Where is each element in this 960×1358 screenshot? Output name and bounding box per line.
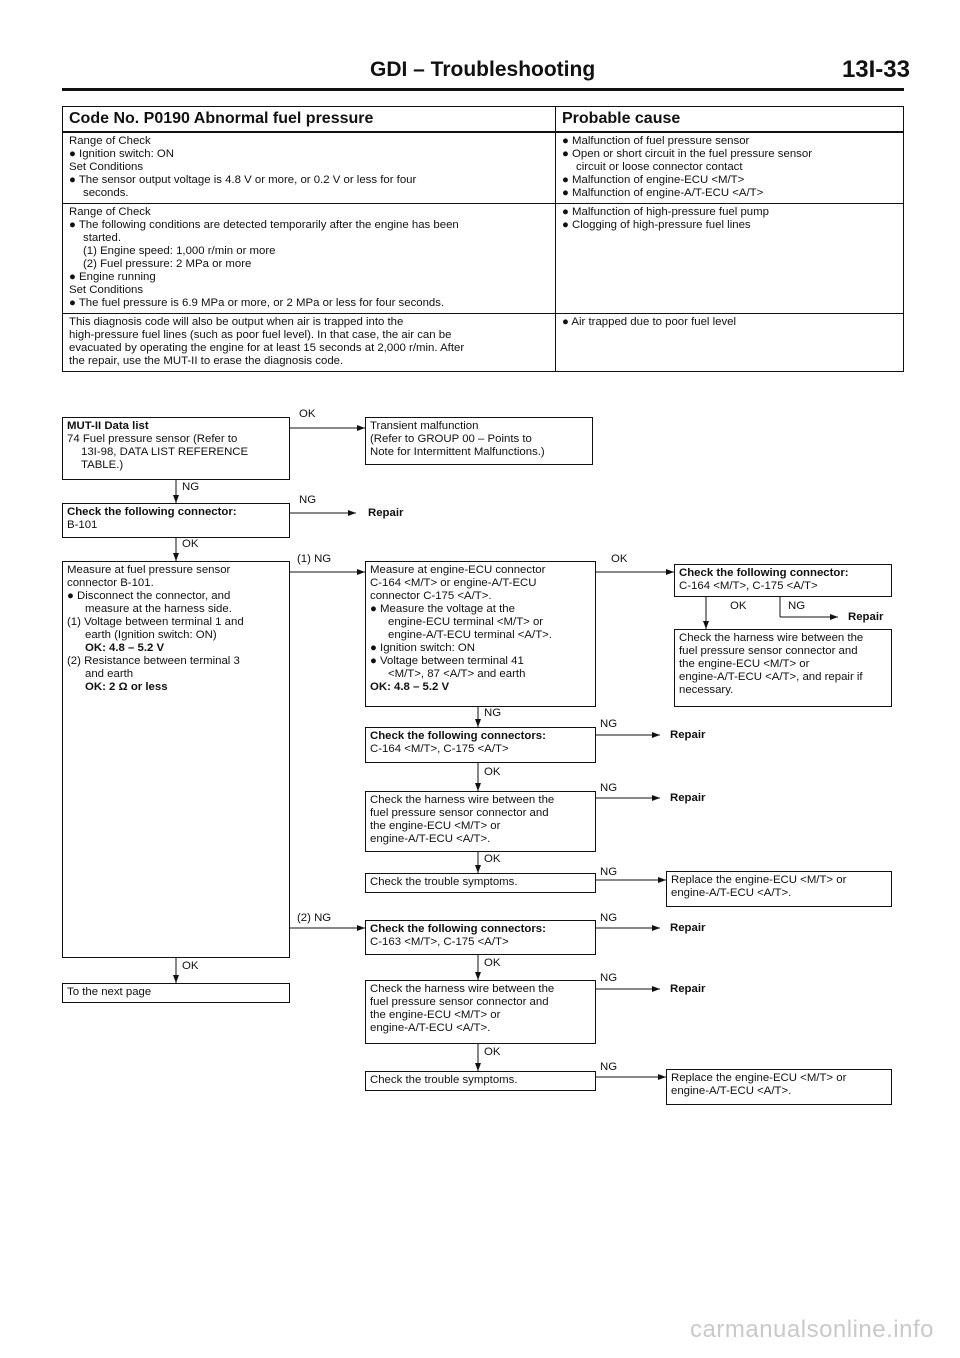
text-line: engine-A/T-ECU <A/T>. [671,887,792,899]
text-line: started. [83,232,121,244]
text-line: C-163 <M/T>, C-175 <A/T> [370,936,509,948]
check-symptoms-box [365,1071,596,1091]
text-line: ● Malfunction of fuel pressure sensor [562,135,750,147]
text-line: OK: 2 Ω or less [85,681,168,693]
text-line: ● The fuel pressure is 6.9 MPa or more, or 2 MPa or less for four seconds. [69,297,445,309]
text-line: 74 Fuel pressure sensor (Refer to [67,433,238,445]
check-connector-c164-box [674,564,892,597]
text-line: engine-A/T-ECU <A/T>. [370,1022,491,1034]
text-line: fuel pressure sensor connector and [370,996,549,1008]
ok-label: OK [730,600,747,612]
ng-label: NG [600,782,618,794]
check-symptoms-box [365,873,596,893]
watermark: carmanualsonline.info [690,1316,934,1343]
text-line: OK: 4.8 – 5.2 V [85,642,165,654]
ok-label: OK [299,408,316,420]
text-line: MUT-II Data list [67,420,149,432]
text-line: Set Conditions [69,284,144,296]
text-line: fuel pressure sensor connector and [370,807,549,819]
text-line: Range of Check [69,206,151,218]
text-line: ● Malfunction of high-pressure fuel pump [562,206,769,218]
text-line: Check the following connector: [679,567,849,579]
ng-label: NG [600,912,618,924]
ng-label: NG [299,494,317,506]
text-line: B-101 [67,519,98,531]
ng-label: NG [600,866,618,878]
text-line: ● Ignition switch: ON [69,148,175,160]
text-line: engine-A/T-ECU <A/T>, and repair if [679,671,863,683]
repair-label: Repair [670,922,706,934]
ok-label: OK [484,766,501,778]
text-line: C-164 <M/T>, C-175 <A/T> [370,743,509,755]
text-line: ● Open or short circuit in the fuel pressure sensor [562,148,812,160]
text-line: ● Malfunction of engine-ECU <M/T> [562,174,745,186]
text-line: ● Malfunction of engine-A/T-ECU <A/T> [562,187,764,199]
cause-header: Probable cause [556,107,904,133]
repair-label: Repair [368,507,404,519]
text-line: Range of Check [69,135,151,147]
text-line: <M/T>, 87 <A/T> and earth [388,668,526,680]
replace-ecu-box [666,871,892,907]
text-line: This diagnosis code will also be output when air is trapped into the [69,316,404,328]
text-line: measure at the harness side. [85,603,232,615]
text-line: necessary. [679,684,734,696]
text-line: Check the trouble symptoms. [370,1074,518,1086]
text-line: Check the harness wire between the [679,632,864,644]
text-line: To the next page [67,986,152,998]
ng-label: (2) NG [297,912,332,924]
text-line: engine-A/T-ECU terminal <A/T>. [388,629,552,641]
text-line: the engine-ECU <M/T> or [370,820,501,832]
text-line: ● Engine running [69,271,156,283]
measure-ecu-connector-box [365,561,596,707]
text-line: ● Clogging of high-pressure fuel lines [562,219,751,231]
text-line: Check the trouble symptoms. [370,876,518,888]
text-line: the repair, use the MUT-II to erase the diagnosis code. [69,355,344,367]
text-line: 13I-98, DATA LIST REFERENCE [81,446,249,458]
text-line: ● Ignition switch: ON [370,642,476,654]
text-line: Replace the engine-ECU <M/T> or [671,874,847,886]
mut-ii-data-list-box [62,417,290,480]
text-line: ● The following conditions are detected temporarily after the engine has been [69,219,459,231]
ok-label: OK [484,1046,501,1058]
repair-label: Repair [848,611,884,623]
text-line: ● The sensor output voltage is 4.8 V or more, or 0.2 V or less for four [69,174,417,186]
ng-label: (1) NG [297,553,332,565]
check-harness-repair-box [674,629,892,707]
ok-label: OK [182,960,199,972]
replace-ecu-box [666,1069,892,1105]
text-line: engine-ECU terminal <M/T> or [388,616,544,628]
text-line: engine-A/T-ECU <A/T>. [370,833,491,845]
ok-label: OK [484,957,501,969]
text-line: the engine-ECU <M/T> or [370,1009,501,1021]
ng-label: NG [600,972,618,984]
repair-label: Repair [670,729,706,741]
check-connector-b101-box [62,503,290,538]
text-line: Set Conditions [69,161,144,173]
text-line: Check the following connectors: [370,730,546,742]
text-line: (2) Fuel pressure: 2 MPa or more [83,258,252,270]
check-connectors-c164-box [365,727,596,763]
text-line: circuit or loose connector contact [576,161,743,173]
ok-label: OK [182,538,199,550]
check-harness-box [365,791,596,852]
text-line: TABLE.) [81,459,124,471]
text-line: earth (Ignition switch: ON) [85,629,217,641]
code-header: Code No. P0190 Abnormal fuel pressure [63,107,556,133]
page-number: 13I-33 [841,56,910,83]
text-line: seconds. [83,187,129,199]
repair-label: Repair [670,983,706,995]
text-line: C-164 <M/T>, C-175 <A/T> [679,580,818,592]
text-line: (2) Resistance between terminal 3 [67,655,240,667]
text-line: Check the harness wire between the [370,983,555,995]
next-page-box [62,983,290,1003]
measure-sensor-connector-box [62,561,290,958]
ok-label: OK [611,553,628,565]
text-line: Measure at engine-ECU connector [370,564,546,576]
text-line: connector C-175 <A/T>. [370,590,492,602]
text-line: Note for Intermittent Malfunctions.) [370,446,545,458]
text-line: ● Voltage between terminal 41 [370,655,524,667]
text-line: (1) Voltage between terminal 1 and [67,616,244,628]
ok-label: OK [484,853,501,865]
page-title: GDI – Troubleshooting [370,58,596,81]
text-line: ● Measure the voltage at the [370,603,515,615]
text-line: and earth [85,668,134,680]
check-harness-box [365,980,596,1044]
repair-label: Repair [670,792,706,804]
text-line: Check the following connector: [67,506,237,518]
ng-label: NG [484,707,502,719]
transient-malfunction-box [365,417,593,465]
text-line: fuel pressure sensor connector and [679,645,858,657]
ng-label: NG [600,718,618,730]
ng-label: NG [182,481,200,493]
text-line: OK: 4.8 – 5.2 V [370,681,450,693]
text-line: Transient malfunction [370,420,479,432]
text-line: the engine-ECU <M/T> or [679,658,810,670]
ng-label: NG [788,600,806,612]
text-line: (Refer to GROUP 00 – Points to [370,433,532,445]
text-line: C-164 <M/T> or engine-A/T-ECU [370,577,537,589]
text-line: evacuated by operating the engine for at least 15 seconds at 2,000 r/min. After [69,342,465,354]
text-line: ● Disconnect the connector, and [67,590,231,602]
ng-label: NG [600,1061,618,1073]
check-connectors-c163-box [365,920,596,955]
text-line: Replace the engine-ECU <M/T> or [671,1072,847,1084]
text-line: (1) Engine speed: 1,000 r/min or more [83,245,276,257]
text-line: ● Air trapped due to poor fuel level [562,316,737,328]
text-line: high-pressure fuel lines (such as poor fuel level). In that case, the air can be [69,329,452,341]
text-line: connector B-101. [67,577,154,589]
text-line: Check the following connectors: [370,923,546,935]
text-line: Check the harness wire between the [370,794,555,806]
text-line: engine-A/T-ECU <A/T>. [671,1085,792,1097]
text-line: Measure at fuel pressure sensor [67,564,231,576]
